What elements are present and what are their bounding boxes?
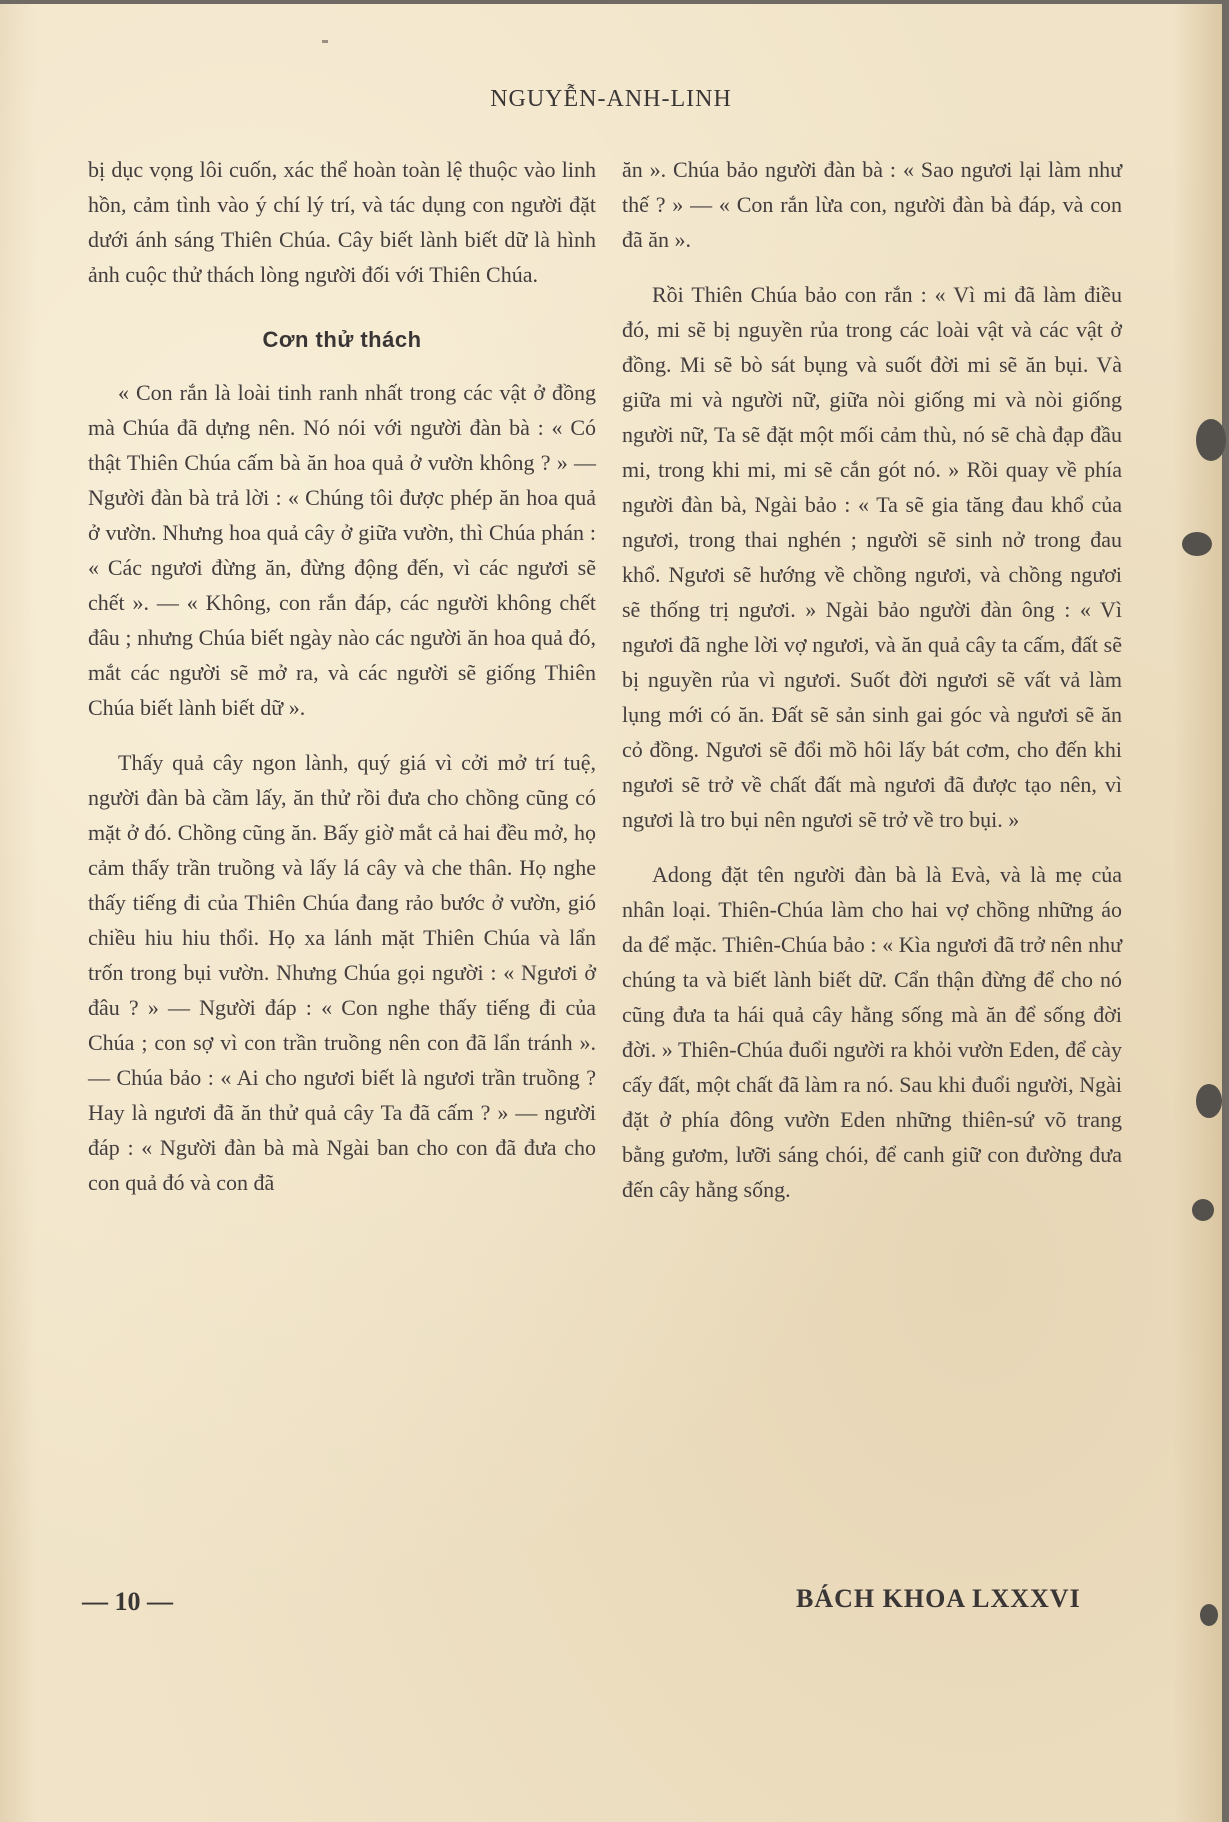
right-column	[622, 152, 1122, 1227]
binding-hole	[1182, 532, 1212, 556]
paragraph: Adong đặt tên người đàn bà là Evà, và là mẹ của nhân loại. Thiên-Chúa làm cho hai vợ chồng những áo da để mặc. Thiên-Chúa bảo : « Kìa ngươi đã trở nên như chúng ta và biết lành biết dữ. Cẩn thận đừng để cho nó cũng đưa ta hái quả cây hằng sống mà ăn để sống đời đời. » Thiên-Chúa đuổi người ra khỏi vườn Eden, để cày cấy đất, một chất đã làm ra nó. Sau khi đuổi người, Ngài đặt ở phía đông vườn Eden những thiên-sứ võ trang bằng gươm, lưỡi sáng chói, để canh giữ con đường đưa đến cây hằng sống.	[622, 862, 1122, 1202]
paragraph: ăn ». Chúa bảo người đàn bà : « Sao ngươi lại làm như thế ? » — « Con rắn lừa con, người đàn bà đáp, và con đã ăn ».	[622, 157, 1122, 252]
paragraph: Rồi Thiên Chúa bảo con rắn : « Vì mi đã làm điều đó, mi sẽ bị nguyền rủa trong các loài vật và các vật ở đồng. Mi sẽ bò sát bụng và suốt đời mi sẽ ăn bụi. Và giữa mi và người nữ, giữa nòi giống mi và nòi giống người nữ, Ta sẽ đặt một mối cảm thù, nó sẽ chà đạp đầu mi, trong khi mi, mi sẽ cắn gót nó. » Rồi quay về phía người đàn bà, Ngài bảo : « Ta sẽ gia tăng đau khổ của ngươi, trong thai nghén ; người sẽ sinh nở trong đau khổ. Ngươi sẽ hướng về chồng ngươi, và chồng ngươi sẽ thống trị ngươi. » Ngài bảo người đàn ông : « Vì ngươi đã nghe lời vợ ngươi, và ăn quả cây ta cấm, đất sẽ bị nguyền rủa vì ngươi. Suốt đời ngươi sẽ vất vả làm lụng mới có ăn. Đất sẽ sản sinh gai góc và ngươi sẽ ăn cỏ đồng. Ngươi sẽ đổi mồ hôi lấy bát cơm, cho đến khi ngươi sẽ trở về chất đất mà ngươi đã được tạo nên, vì ngươi là tro bụi nên ngươi sẽ trở về tro bụi. »	[622, 282, 1122, 832]
binding-hole	[1200, 1604, 1218, 1626]
magazine-footer: BÁCH KHOA LXXXVI	[796, 1584, 1081, 1613]
book-page	[0, 4, 1222, 1822]
print-speck	[322, 40, 328, 43]
section-heading: Cơn thử thách	[262, 327, 422, 352]
binding-hole	[1196, 1084, 1222, 1118]
running-header: NGUYỄN-ANH-LINH	[490, 86, 732, 112]
page-number: — 10 —	[82, 1587, 173, 1616]
binding-hole	[1192, 1199, 1214, 1221]
binding-hole	[1196, 419, 1226, 461]
paragraph: Thấy quả cây ngon lành, quý giá vì cởi mở trí tuệ, người đàn bà cầm lấy, ăn thử rồi đưa cho chồng cũng có mặt ở đó. Chồng cũng ăn. Bấy giờ mắt cả hai đều mở, họ cảm thấy trần truồng và lấy lá cây và che thân. Họ nghe thấy tiếng đi của Thiên Chúa đang rảo bước ở vườn, gió chiều hiu hiu thổi. Họ xa lánh mặt Thiên Chúa và lẩn trốn trong bụi vườn. Nhưng Chúa gọi người : « Ngươi ở đâu ? » — Người đáp : « Con nghe thấy tiếng đi của Chúa ; con sợ vì con trần truồng nên con đã lẩn tránh ». — Chúa bảo : « Ai cho ngươi biết là ngươi trần truồng ? Hay là ngươi đã ăn thử quả cây Ta đã cấm ? » — người đáp : « Người đàn bà mà Ngài ban cho con đã đưa cho con quả đó và con đã	[88, 750, 596, 1195]
paragraph: « Con rắn là loài tinh ranh nhất trong các vật ở đồng mà Chúa đã dựng nên. Nó nói với người đàn bà : « Có thật Thiên Chúa cấm bà ăn hoa quả ở vườn không ? » — Người đàn bà trả lời : « Chúng tôi được phép ăn hoa quả ở vườn. Nhưng hoa quả cây ở giữa vườn, thì Chúa phán : « Các ngươi đừng ăn, đừng động đến, vì các ngươi sẽ chết ». — « Không, con rắn đáp, các người không chết đâu ; nhưng Chúa biết ngày nào các người ăn hoa quả đó, mắt các người sẽ mở ra, và các người sẽ giống Thiên Chúa biết lành biết dữ ».	[88, 380, 596, 720]
left-column	[88, 152, 596, 1220]
paragraph: bị dục vọng lôi cuốn, xác thể hoàn toàn lệ thuộc vào linh hồn, cảm tình vào ý chí lý trí, và tác dụng con người đặt dưới ánh sáng Thiên Chúa. Cây biết lành biết dữ là hình ảnh cuộc thử thách lòng người đối với Thiên Chúa.	[88, 157, 596, 287]
